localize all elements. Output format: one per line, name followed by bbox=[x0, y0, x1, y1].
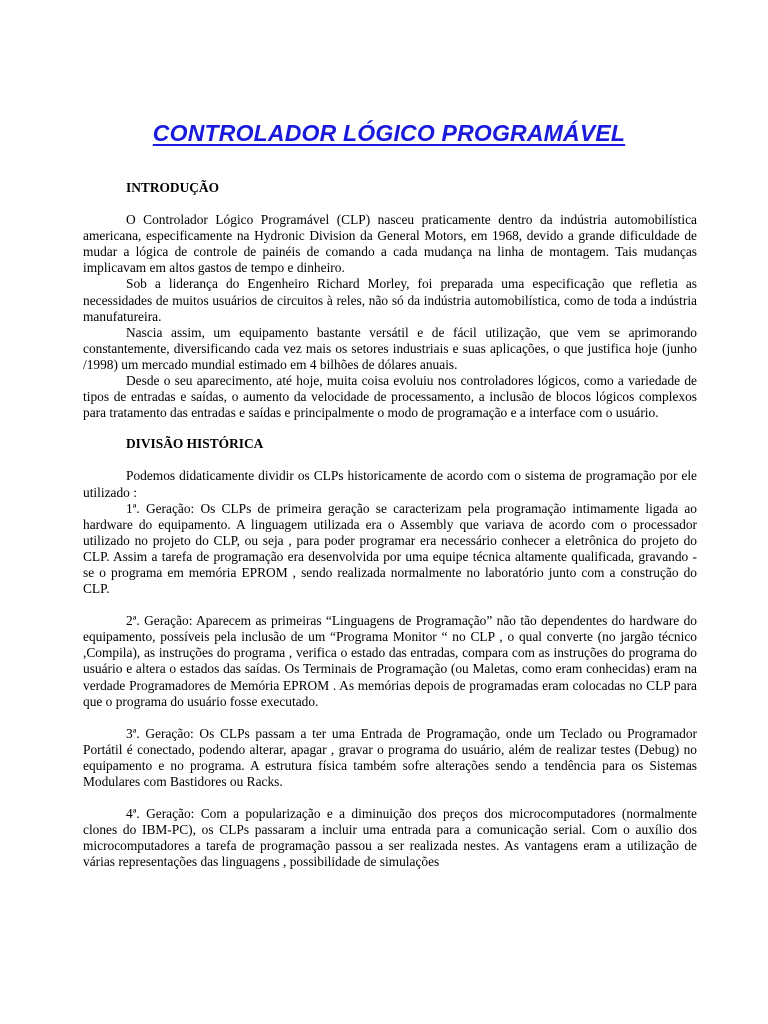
paragraph-geracao-4: 4ª. Geração: Com a popularização e a diminuição dos preços dos microcomputadores (normalmente clones do IBM-PC), os CLPs passaram a incluir uma entrada para a comunicação serial. Com o auxílio dos microcomputadores a tarefa de programação passou a ser realizada nestes. As vantagens eram a utilização de várias representações das linguagens , possibilidade de simulações bbox=[83, 806, 697, 870]
paragraph-intro-4: Desde o seu aparecimento, até hoje, muita coisa evoluiu nos controladores lógicos, como a variedade de tipos de entradas e saídas, o aumento da velocidade de processamento, a inclusão de blocos lógicos complexos para tratamento das entradas e saídas e principalmente o modo de programação e a interface com o usuário. bbox=[83, 373, 697, 421]
document-body bbox=[83, 180, 697, 870]
paragraph-intro-2: Sob a liderança do Engenheiro Richard Morley, foi preparada uma especificação que refletia as necessidades de muitos usuários de circuitos à reles, não só da indústria automobilística, como de toda a indústria manufatureira. bbox=[83, 276, 697, 324]
paragraph-intro-1: O Controlador Lógico Programável (CLP) nasceu praticamente dentro da indústria automobilística americana, especificamente na Hydronic Division da General Motors, em 1968, devido a grande dificuldade de mudar a lógica de controle de painéis de comando a cada mudança na linha de montagem. Tais mudanças implicavam em altos gastos de tempo e dinheiro. bbox=[83, 212, 697, 276]
paragraph-geracao-2: 2ª. Geração: Aparecem as primeiras “Linguagens de Programação” não tão dependentes do hardware do equipamento, possíveis pela inclusão de um “Programa Monitor “ no CLP , o qual converte (no jargão técnico ,Compila), as instruções do programa , verifica o estado das entradas, compara com as instruções do programa do usuário e altera o estados das saídas. Os Terminais de Programação (ou Maletas, como eram conhecidas) eram na verdade Programadores de Memória EPROM . As memórias depois de programadas eram colocadas no CLP para que o programa do usuário fosse executado. bbox=[83, 613, 697, 709]
section-heading-introducao: INTRODUÇÃO bbox=[126, 180, 219, 195]
paragraph-geracao-1: 1ª. Geração: Os CLPs de primeira geração se caracterizam pela programação intimamente ligada ao hardware do equipamento. A linguagem utilizada era o Assembly que variava de acordo com o processador utilizado no projeto do CLP, ou seja , para poder programar era necessário conhecer a eletrônica do projeto do CLP. Assim a tarefa de programação era desenvolvida por uma equipe técnica altamente qualificada, gravando - se o programa em memória EPROM , sendo realizada normalmente no laboratório junto com a construção do CLP. bbox=[83, 500, 697, 597]
paragraph-intro-3: Nascia assim, um equipamento bastante versátil e de fácil utilização, que vem se aprimorando constantemente, diversificando cada vez mais os setores industriais e suas aplicações, o que justifica hoje (junho /1998) um mercado mundial estimado em 4 bilhões de dólares anuais. bbox=[83, 324, 697, 372]
section-heading-divisao-historica: DIVISÃO HISTÓRICA bbox=[126, 436, 264, 452]
paragraph-geracao-3: 3ª. Geração: Os CLPs passam a ter uma Entrada de Programação, onde um Teclado ou Programador Portátil é conectado, podendo alterar, apagar , gravar o programa do usuário, além de realizar testes (Debug) no equipamento e no programa. A estrutura física também sofre alterações sendo a tendência para os Sistemas Modulares com Bastidores ou Racks. bbox=[83, 725, 697, 789]
paragraph-historica-intro: Podemos didaticamente dividir os CLPs historicamente de acordo com o sistema de programação por ele utilizado : bbox=[83, 468, 697, 500]
document-title: CONTROLADOR LÓGICO PROGRAMÁVEL bbox=[152, 120, 626, 146]
